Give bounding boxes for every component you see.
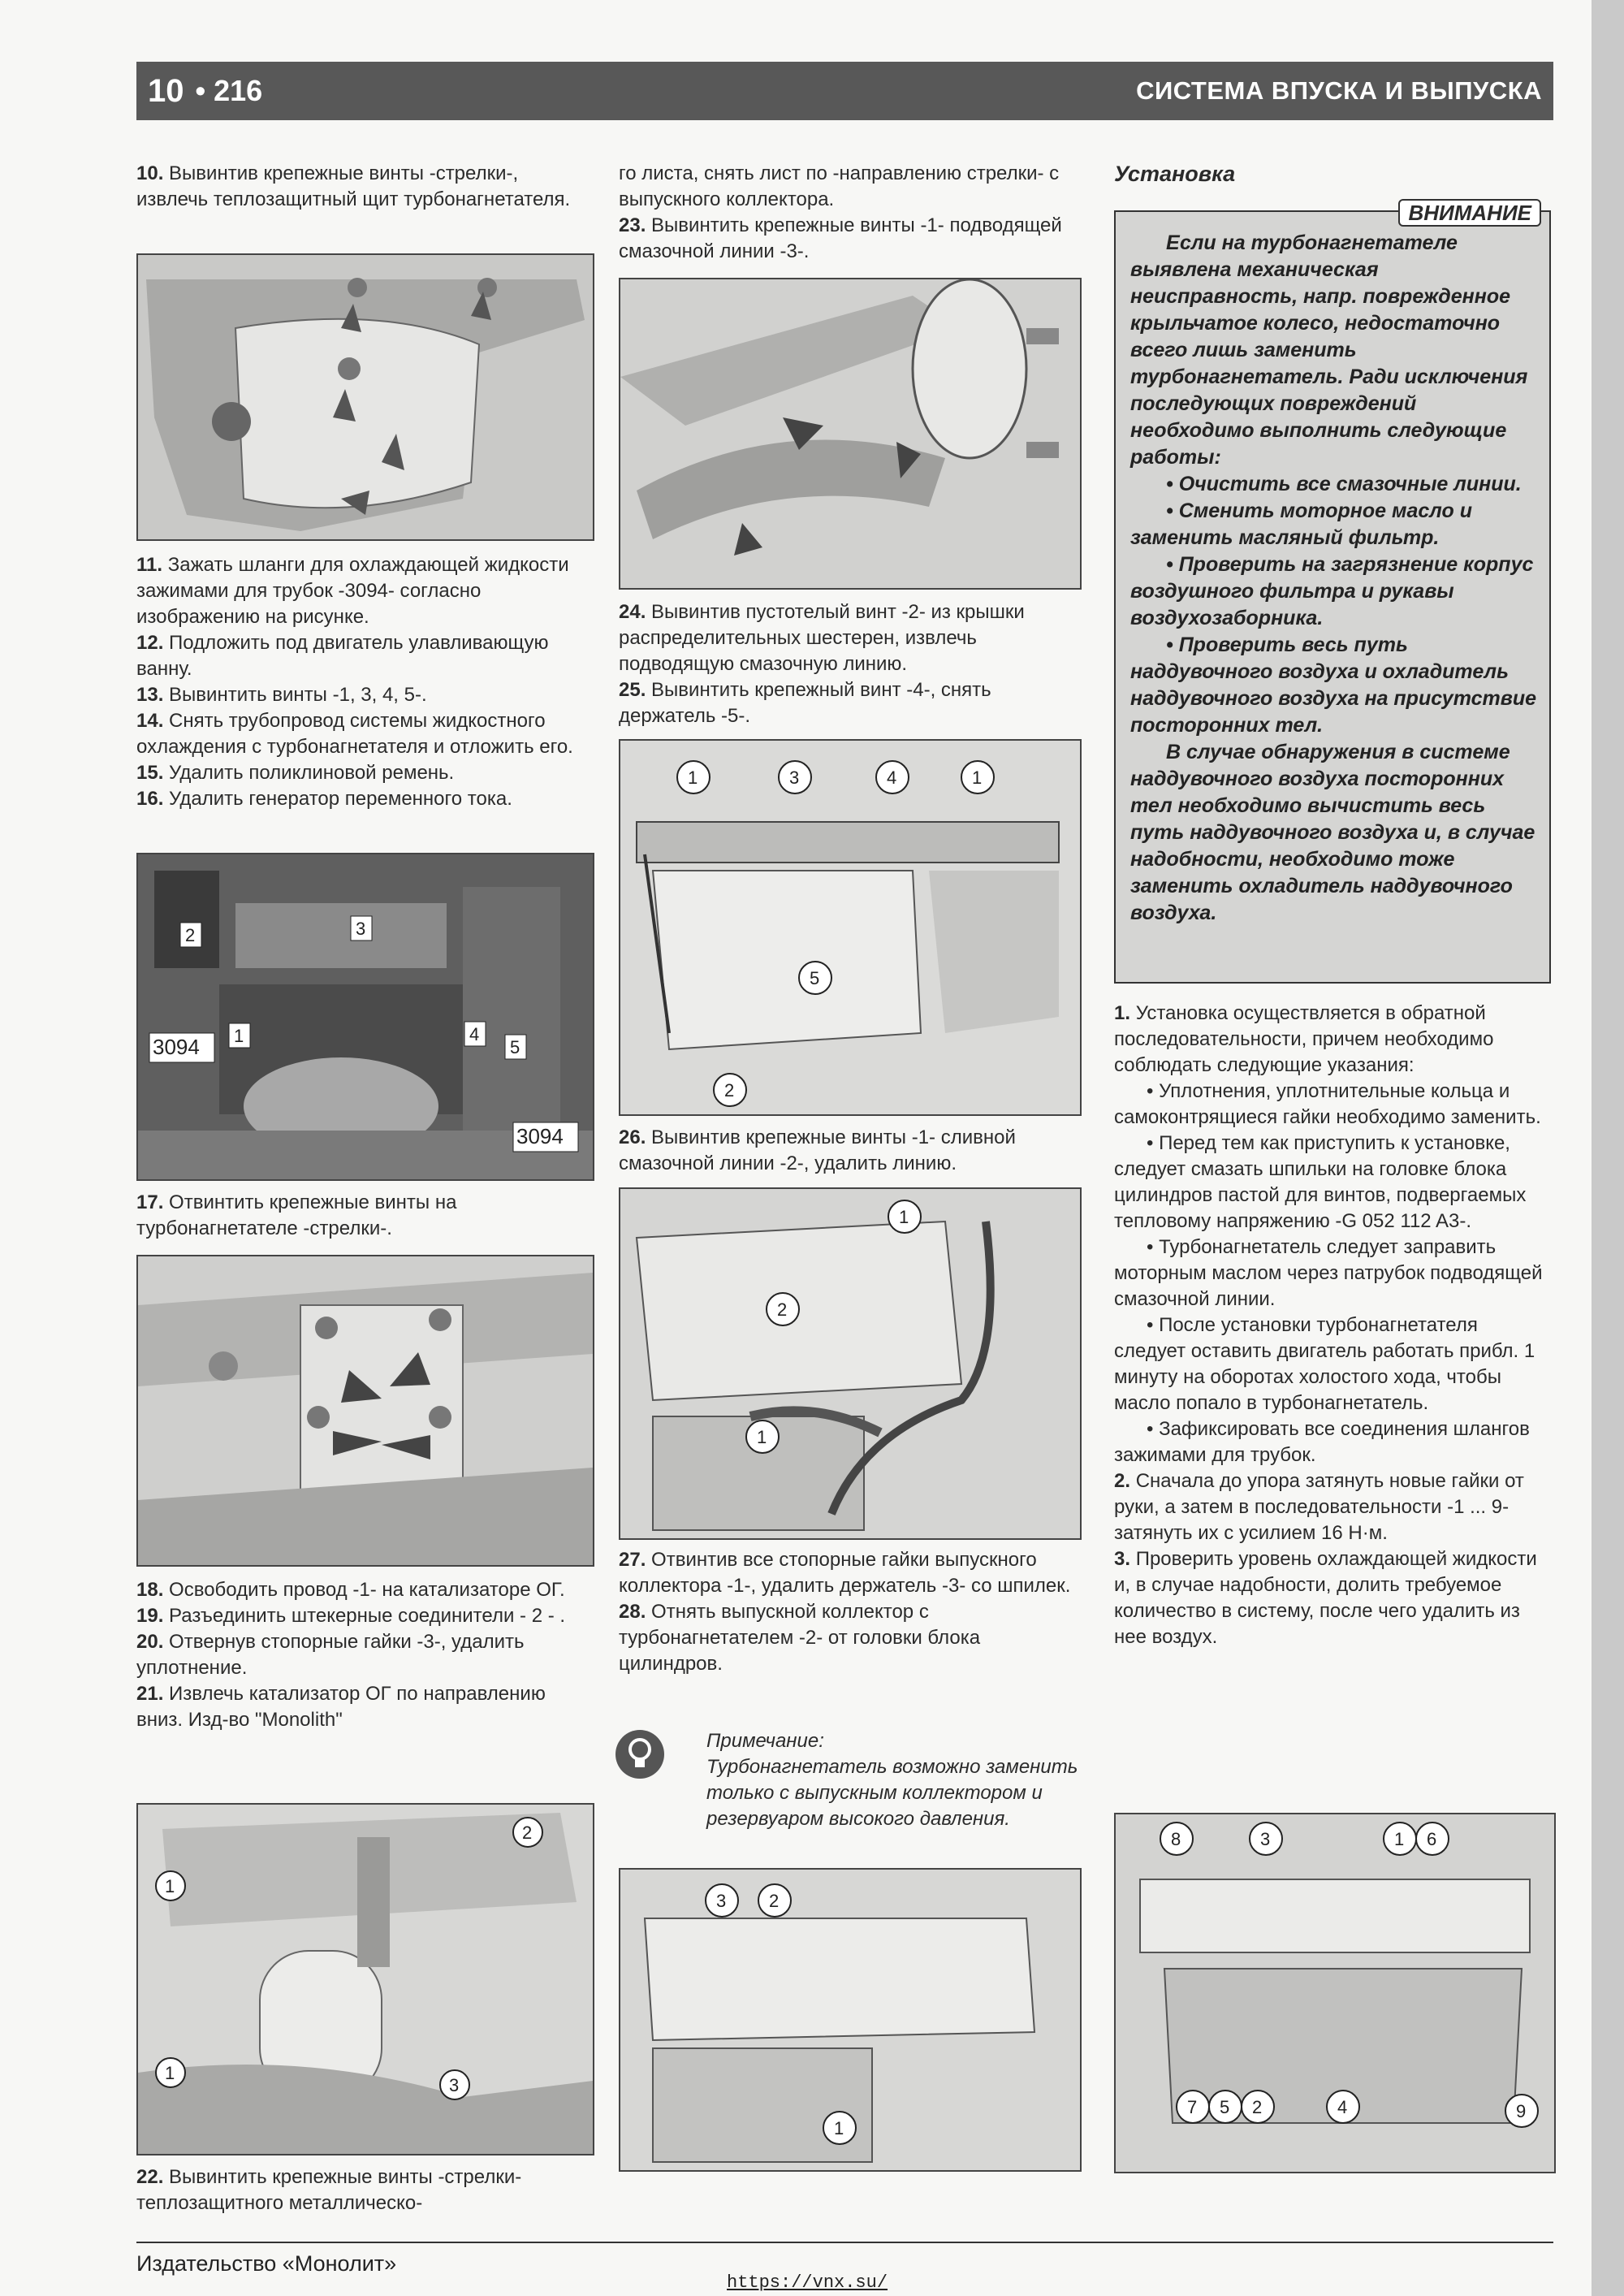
- heatshield-illustration: [138, 255, 593, 539]
- install-3: 3. Проверить уровень охлаждающей жидкости и, в случае надобности, долить требуемое количество в систему, после чего удалить из нее воздух.: [1114, 1548, 1537, 1648]
- col2-block-d: [619, 1547, 1078, 1677]
- col1-block-b: [136, 552, 591, 812]
- svg-text:2: 2: [724, 1080, 735, 1100]
- svg-text:5: 5: [510, 1037, 520, 1057]
- step-26: 26. Вывинтив крепежные винты -1- сливной смазочной линии -2-, удалить линию.: [619, 1126, 1016, 1174]
- warning-bullet-1: • Очистить все смазочные линии.: [1166, 473, 1522, 495]
- svg-text:2: 2: [777, 1299, 788, 1320]
- warning-bullet-2: • Сменить моторное масло и заменить масляный фильтр.: [1130, 499, 1472, 549]
- installation-heading: Установка: [1114, 162, 1236, 186]
- warning-box: [1114, 201, 1551, 984]
- col2-block-c: [619, 1125, 1078, 1177]
- install-bullet-5: • Зафиксировать все соединения шлангов зажимами для трубок.: [1114, 1418, 1530, 1466]
- warning-label: ВНИМАНИЕ: [1398, 199, 1541, 227]
- tightening-order-illustration: [1116, 1814, 1554, 2172]
- step-24: 24. Вывинтив пустотелый винт -2- из крышки распределительных шестерен, извлечь подводящую смазочную линию.: [619, 601, 1025, 675]
- svg-text:2: 2: [522, 1823, 533, 1843]
- install-bullet-2: • Перед тем как приступить к установке, следует смазать шпильки на головке блока цилиндров пастой для винтов, подвергаемых тепловому напряжению -G 052 112 A3-.: [1114, 1132, 1527, 1232]
- step-22-cont: го листа, снять лист по -направлению стрелки- с выпускного коллектора.: [619, 162, 1060, 210]
- publisher-name: Издательство «Монолит»: [136, 2251, 397, 2276]
- coolant-pipe-photo: [138, 854, 593, 1179]
- catalyst-illustration: [138, 1805, 593, 2154]
- col1-block-d: [136, 1577, 591, 1733]
- figure-heatshield: [136, 253, 594, 541]
- note-text: Турбонагнетатель возможно заменить только с выпускным коллектором и резервуаром высокого давления.: [706, 1756, 1078, 1830]
- step-19: 19. Разъединить штекерные соединители - 2 - .: [136, 1605, 566, 1627]
- holder-illustration: [620, 741, 1080, 1114]
- svg-text:1: 1: [899, 1207, 909, 1227]
- step-23: 23. Вывинтить крепежные винты -1- подводящей смазочной линии -3-.: [619, 214, 1062, 262]
- install-bullet-3: • Турбонагнетатель следует заправить моторным маслом через патрубок подводящей смазочной линии.: [1114, 1236, 1543, 1310]
- col1-block-a: [136, 161, 591, 213]
- step-11: 11. Зажать шланги для охлаждающей жидкости зажимами для трубок -3094- согласно изображению на рисунке.: [136, 554, 569, 628]
- step-14: 14. Снять трубопровод системы жидкостного охлаждения с турбонагнетателя и отложить его.: [136, 710, 573, 758]
- svg-text:1: 1: [972, 767, 983, 788]
- drain-line-illustration: [620, 1189, 1080, 1538]
- svg-text:4: 4: [469, 1024, 480, 1044]
- svg-text:3: 3: [449, 2075, 460, 2095]
- svg-text:7: 7: [1187, 2097, 1198, 2117]
- header-left: [148, 73, 262, 110]
- step-16: 16. Удалить генератор переменного тока.: [136, 788, 512, 810]
- chapter-number: 10: [148, 72, 184, 109]
- figure-drain-line: [619, 1187, 1082, 1540]
- note-title: Примечание:: [706, 1730, 824, 1752]
- svg-text:1: 1: [165, 1876, 175, 1896]
- svg-text:3: 3: [356, 919, 366, 939]
- step-18: 18. Освободить провод -1- на катализаторе ОГ.: [136, 1579, 565, 1601]
- step-12: 12. Подложить под двигатель улавливающую ванну.: [136, 632, 549, 680]
- svg-text:4: 4: [1337, 2097, 1348, 2117]
- svg-text:2: 2: [185, 925, 196, 945]
- svg-text:1: 1: [234, 1026, 244, 1046]
- figure-holder: [619, 739, 1082, 1116]
- col1-block-c: [136, 1190, 591, 1242]
- warning-intro: Если на турбонагнетателе выявлена механическая неисправность, напр. поврежденное крыльчатое колесо, недостаточно всего лишь заменить турбонагнетатель. Ради исключения последующих повреждений необходимо выполнить следующие работы:: [1130, 231, 1528, 469]
- manifold-nuts-illustration: [620, 1870, 1080, 2170]
- step-25: 25. Вывинтить крепежный винт -4-, снять держатель -5-.: [619, 679, 991, 727]
- step-13: 13. Вывинтить винты -1, 3, 4, 5-.: [136, 684, 427, 706]
- col1-block-e: [136, 2164, 591, 2216]
- svg-text:1: 1: [1394, 1829, 1405, 1849]
- step-22: 22. Вывинтить крепежные винты -стрелки- теплозащитного металлическо-: [136, 2166, 522, 2214]
- svg-text:8: 8: [1171, 1829, 1181, 1849]
- turbo-bolts-illustration: [138, 1256, 593, 1565]
- svg-text:1: 1: [165, 2063, 175, 2083]
- warning-bullet-3: • Проверить на загрязнение корпус воздушного фильтра и рукавы воздухозаборника.: [1130, 553, 1534, 629]
- svg-text:4: 4: [887, 767, 897, 788]
- warning-outro: В случае обнаружения в системе наддувочного воздуха посторонних тел необходимо вычистить весь путь наддувочного воздуха и, в случае надобности, необходимо тоже заменить охладитель наддувочного воздуха.: [1130, 741, 1535, 924]
- install-1: 1. Установка осуществляется в обратной последовательности, причем необходимо соблюдать следующие указания:: [1114, 1002, 1494, 1076]
- svg-text:5: 5: [1220, 2097, 1230, 2117]
- step-10: 10. Вывинтив крепежные винты -стрелки-, извлечь теплозащитный щит турбонагнетателя.: [136, 162, 571, 210]
- figure-oil-line: [619, 278, 1082, 590]
- svg-text:1: 1: [688, 767, 698, 788]
- section-title: СИСТЕМА ВПУСКА И ВЫПУСКА: [1136, 76, 1542, 105]
- step-21: 21. Извлечь катализатор ОГ по направлению вниз. Изд-во "Monolith": [136, 1683, 546, 1731]
- svg-text:1: 1: [834, 2118, 844, 2138]
- svg-text:3: 3: [1260, 1829, 1271, 1849]
- oil-line-illustration: [620, 279, 1080, 588]
- svg-text:5: 5: [810, 968, 820, 988]
- svg-text:3094: 3094: [153, 1035, 200, 1059]
- figure-turbo-bolts: [136, 1255, 594, 1567]
- install-bullet-4: • После установки турбонагнетателя следует оставить двигатель работать прибл. 1 минуту на оборотах холостого хода, чтобы масло попало в турбонагнетатель.: [1114, 1314, 1535, 1414]
- page-edge-shadow: [1592, 0, 1624, 2296]
- col2-block-b: [619, 599, 1078, 729]
- figure-catalyst: [136, 1803, 594, 2155]
- svg-text:3094: 3094: [516, 1124, 564, 1148]
- footer-rule: [136, 2242, 1553, 2243]
- step-27: 27. Отвинтив все стопорные гайки выпускного коллектора -1-, удалить держатель -3- со шпилек.: [619, 1549, 1071, 1597]
- figure-manifold-nuts: [619, 1868, 1082, 2172]
- warning-bullet-4: • Проверить весь путь наддувочного воздуха и охладитель наддувочного воздуха на присутствие посторонних тел.: [1130, 633, 1537, 737]
- figure-coolant-pipe: [136, 853, 594, 1181]
- svg-text:1: 1: [757, 1427, 767, 1447]
- lightbulb-icon: [615, 1730, 664, 1779]
- install-bullet-1: • Уплотнения, уплотнительные кольца и самоконтрящиеся гайки необходимо заменить.: [1114, 1080, 1541, 1128]
- svg-text:6: 6: [1427, 1829, 1437, 1849]
- step-15: 15. Удалить поликлиновой ремень.: [136, 762, 455, 784]
- col3-block-a: [1114, 1001, 1553, 1650]
- step-20: 20. Отвернув стопорные гайки -3-, удалить уплотнение.: [136, 1631, 525, 1679]
- install-2: 2. Сначала до упора затянуть новые гайки от руки, а затем в последовательности -1 ... 9- затянуть их с усилием 16 Н·м.: [1114, 1470, 1524, 1544]
- page-number: • 216: [195, 74, 263, 107]
- svg-text:2: 2: [769, 1891, 780, 1911]
- figure-tightening-order: [1114, 1813, 1556, 2173]
- svg-text:2: 2: [1252, 2097, 1263, 2117]
- col3-heading: [1114, 161, 1551, 187]
- note-block: [706, 1728, 1078, 1832]
- svg-text:3: 3: [716, 1891, 727, 1911]
- page-header: [136, 62, 1553, 120]
- svg-text:9: 9: [1516, 2101, 1527, 2121]
- step-17: 17. Отвинтить крепежные винты на турбонагнетателе -стрелки-.: [136, 1191, 457, 1239]
- step-28: 28. Отнять выпускной коллектор с турбонагнетателем -2- от головки блока цилиндров.: [619, 1601, 981, 1675]
- source-link[interactable]: https://vnx.su/: [727, 2272, 888, 2293]
- col2-block-a: [619, 161, 1078, 265]
- svg-text:3: 3: [789, 767, 800, 788]
